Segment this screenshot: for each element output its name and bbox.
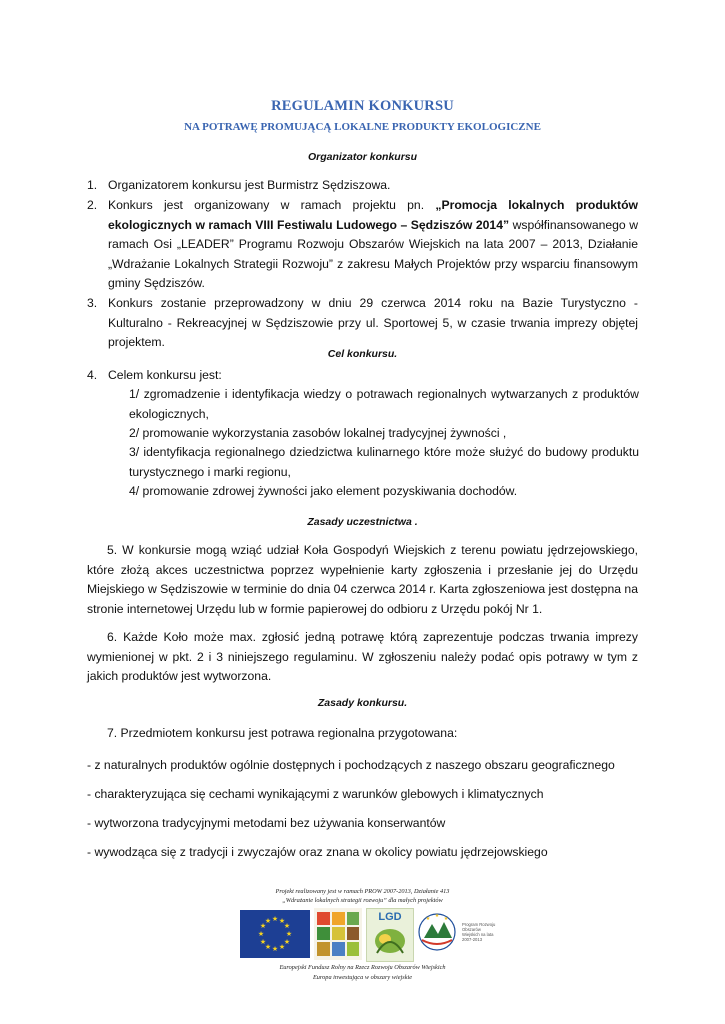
list-text: Celem konkursu jest: [108,368,222,382]
list-number: 3. [87,296,98,310]
section-heading-goal: Cel konkursu. [327,348,398,360]
criteria-item-1: - z naturalnych produktów ogólnie dostępnych i pochodzących z naszego obszaru geograficznego [87,758,615,772]
list-number: 2. [87,198,98,212]
section-heading-organizer: Organizator konkursu [307,151,418,163]
svg-text:★: ★ [271,945,279,953]
footer-line-3: Europejski Fundusz Rolny na Rzecz Rozwoju Obszarów Wiejskich [279,964,446,971]
list-number: 1. [87,178,98,192]
criteria-item-4: - wywodząca się z tradycji i zwyczajów oraz znana w okolicy powiatu jędrzejowskiego [87,845,548,859]
svg-text:★: ★ [283,938,291,946]
list-item-1 [87,176,638,196]
svg-text:★: ★ [285,930,293,938]
list-text-continued: współfinansowanego w ramach Osi „LEADER” Programu Rozwoju Obszarów Wiejskich na lata 2007 – 2013, Działanie „Wdrażanie Lokalnych Strategii Rozwoju” z zakresu Małych Projektów przy wsparciu finansowym gminy Sędziszów. [108,217,639,290]
section-heading-participation: Zasady uczestnictwa . [307,516,418,528]
lgd-logo-text: LGD [378,911,402,923]
document-subtitle: NA POTRAWĘ PROMUJĄCĄ LOKALNE PRODUKTY EKOLOGICZNE [184,121,541,133]
paragraph-7: 7. Przedmiotem konkursu jest potrawa regionalna przygotowana: [107,726,458,740]
svg-text:★: ★ [271,915,279,923]
list-text: Konkurs zostanie przeprowadzony w dniu 29 czerwca 2014 roku na Bazie Turystyczno - Kulturalno - Rekreacyjnej w Sędziszowie przy ul. Sportowej 5, w czasie trwania imprezy objętej projektem. [108,296,638,349]
list-item-3 [87,294,638,353]
document-title: REGULAMIN KONKURSU [271,98,454,114]
svg-text:★: ★ [283,922,291,930]
section-heading-rules: Zasady konkursu. [317,697,408,709]
lgd-logo [366,908,414,962]
svg-text:★: ★ [425,916,431,922]
goal-item-2: 2/ promowanie wykorzystania zasobów lokalnej tradycyjnej żywności , [129,426,507,440]
prow-logo [416,908,458,960]
svg-text:★: ★ [278,943,286,951]
footer-line-4: Europa inwestująca w obszary wiejskie [312,974,413,981]
svg-text:★: ★ [434,913,440,919]
goal-item-4: 4/ promowanie zdrowej żywności jako element pozyskiwania dochodów. [129,484,518,498]
list-text: Konkurs jest organizowany w ramach projektu pn. [108,198,436,212]
svg-text:★: ★ [264,917,272,925]
leader-logo [314,908,362,960]
svg-text:★: ★ [443,916,449,922]
footer-line-1: Projekt realizowany jest w ramach PROW 2007-2013, Działanie 413 [275,888,450,895]
prow-caption: Program Rozwoju Obszarów Wiejskich na lata 2007-2013 [462,922,496,942]
goal-item-1: 1/ zgromadzenie i identyfikacja wiedzy o potrawach regionalnych wytwarzanych z produktów ekologicznych, [129,387,639,421]
project-name: „Promocja lokalnych produktów ekologicznych w ramach VIII Festiwalu Ludowego – Sędziszów 2014” [108,198,638,232]
eu-flag-logo [240,908,310,960]
svg-text:★: ★ [278,917,286,925]
list-number: 4. [87,368,98,382]
list-item-2 [87,196,639,294]
svg-text:★: ★ [264,943,272,951]
list-text: Organizatorem konkursu jest Burmistrz Sędziszowa. [108,178,391,192]
footer-line-2: „Wdrażanie lokalnych strategii rozwoju” dla małych projektów [282,897,443,904]
paragraph-5: 5. W konkursie mogą wziąć udział Koła Gospodyń Wiejskich z terenu powiatu jędrzejowskiego, które złożą akces uczestnictwa poprzez wypełnienie karty zgłoszenia i przesłanie jej do Urzędu Miejskiego w Sędziszowie w terminie do dnia 04 czerwca 2014 r. Karta zgłoszeniowa jest dostępna na stronie internetowej Urzędu lub w formie papierowej do odbioru z Urzędu pokój Nr 1. [87,543,638,616]
svg-text:★: ★ [257,930,265,938]
goal-item-3: 3/ identyfikacja regionalnego dziedzictwa kulinarnego które może służyć do budowy produktu turystycznego i marki regionu, [129,445,639,479]
lgd-leaf-icon [367,923,413,959]
list-item-4 [87,366,638,386]
criteria-item-2: - charakteryzująca się cechami wynikającymi z warunków glebowych i klimatycznych [87,787,544,801]
criteria-item-3: - wytworzona tradycyjnymi metodami bez używania konserwantów [87,816,446,830]
paragraph-6: 6. Każde Koło może max. zgłosić jedną potrawę którą zaprezentuje podczas trwania imprezy wymienionej w pkt. 2 i 3 niniejszego regulaminu. W zgłoszeniu należy podać opis potrawy w tym z jakich produktów jest wytworzona. [87,630,638,683]
svg-text:★: ★ [259,938,267,946]
svg-text:★: ★ [259,922,267,930]
